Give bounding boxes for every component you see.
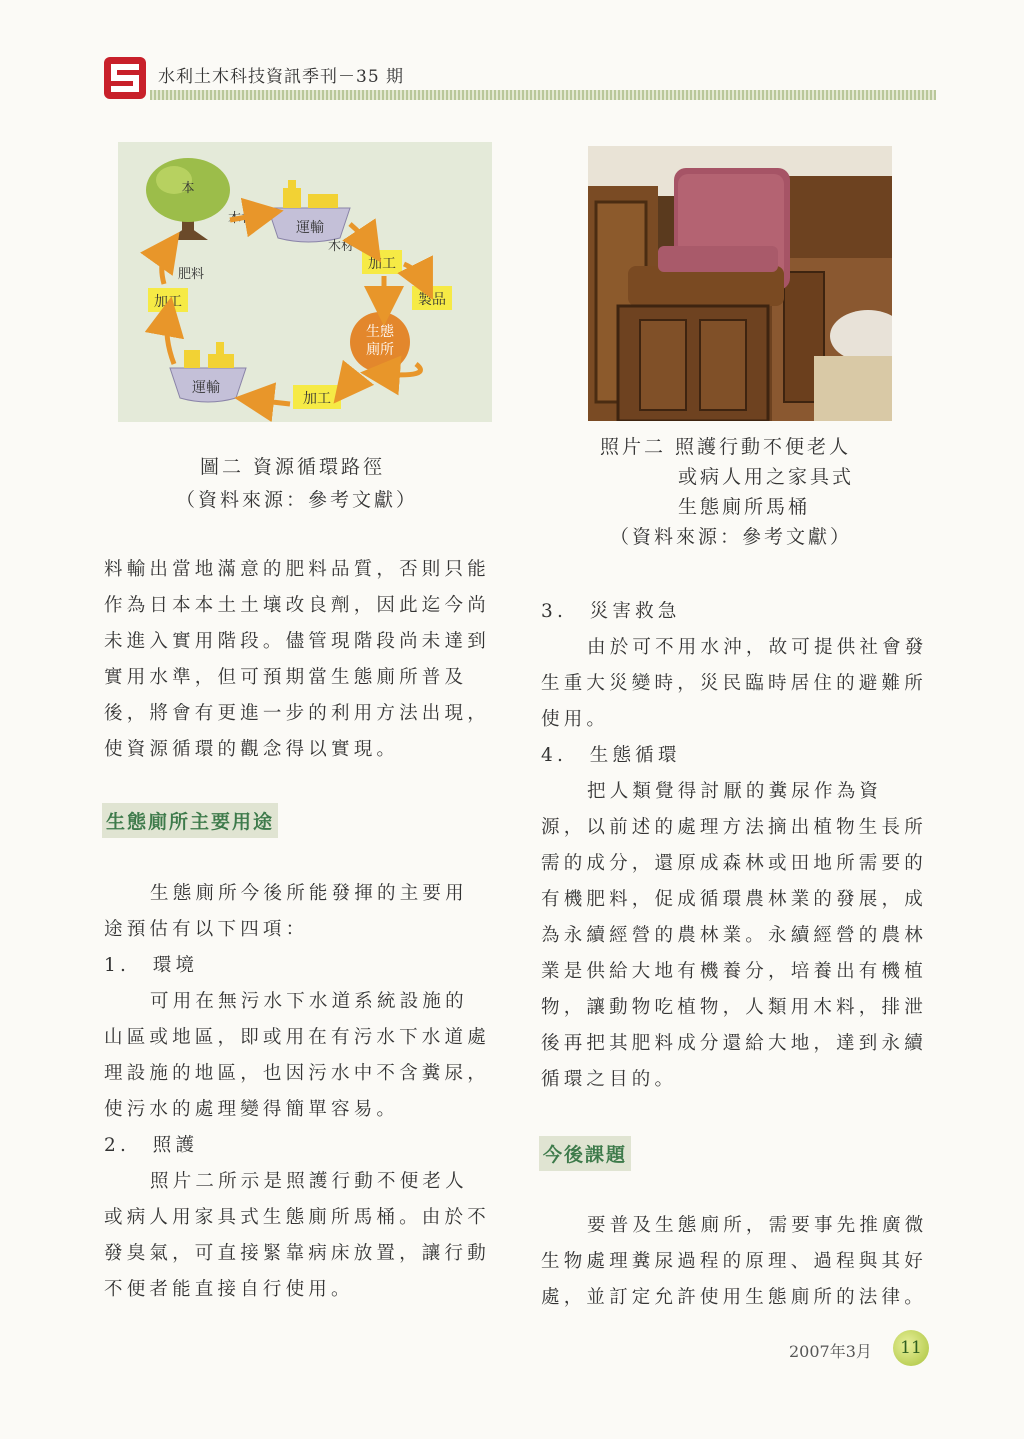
product-label: 製品: [418, 292, 446, 308]
text-line: 有機肥料，促成循環農林業的發展，成: [541, 889, 927, 910]
section-heading-future: 今後課題: [539, 1136, 631, 1171]
text-line: 使污水的處理變得簡單容易。: [104, 1099, 400, 1120]
transport-label-top: 運輸: [296, 220, 324, 236]
figure2-caption-source: （資料來源：參考文獻）: [176, 489, 419, 511]
text-line: 途預估有以下四項：: [104, 919, 309, 940]
left-paragraph-1: [104, 552, 490, 768]
text-line: 需的成分，還原成森林或田地所需要的: [541, 853, 927, 874]
text-line: 要普及生態廁所，需要事先推廣微: [587, 1215, 928, 1236]
photo2-caption-source: （資料來源：參考文獻）: [610, 526, 853, 548]
process-label-2: 加工: [303, 391, 331, 407]
text-line: 後再把其肥料成分還給大地，達到永續: [541, 1033, 927, 1054]
text-line: 生重大災變時，災民臨時居住的避難所: [541, 673, 927, 694]
transport-label-bottom: 運輸: [192, 380, 220, 396]
text-line: 理設施的地區，也因污水中不含糞尿，: [104, 1063, 490, 1084]
item3-title: 3. 災害救急: [541, 601, 681, 622]
wood-label-1: 木材: [228, 211, 255, 226]
text-line: 生物處理糞尿過程的原理、過程與其好: [541, 1251, 927, 1272]
text-line: 未進入實用階段。儘管現階段尚未達到: [104, 631, 490, 652]
text-line: 照片二所示是照護行動不便老人: [150, 1171, 468, 1192]
item4-title: 4. 生態循環: [541, 745, 681, 766]
process-label-3: 加工: [154, 294, 182, 310]
text-line: 不便者能直接自行使用。: [104, 1279, 354, 1300]
text-line: 料輸出當地滿意的肥料品質，否則只能: [104, 559, 490, 580]
header-rule: [150, 90, 936, 100]
text-line: 發臭氣，可直接緊靠病床放置，讓行動: [104, 1243, 490, 1264]
text-line: 使資源循環的觀念得以實現。: [104, 739, 400, 760]
wood-label-2: 木材: [328, 239, 355, 254]
page-number: 11: [900, 1338, 922, 1358]
photo2-caption-line1: 照片二 照護行動不便老人: [600, 436, 852, 458]
footer-date: 2007年3月: [789, 1342, 872, 1361]
figure2-caption-title: 圖二 資源循環路徑: [200, 456, 386, 478]
text-line: 源，以前述的處理方法摘出植物生長所: [541, 817, 927, 838]
journal-logo-icon: [104, 57, 146, 99]
text-line: 業是供給大地有機養分，培養出有機植: [541, 961, 927, 982]
text-line: 循環之目的。: [541, 1069, 678, 1090]
text-line: 使用。: [541, 709, 610, 730]
item1-title: 1. 環境: [104, 955, 199, 976]
section-heading-uses: 生態廁所主要用途: [102, 803, 278, 838]
left-intro: [104, 876, 490, 1308]
photo2-caption-line2: 或病人用之家具式: [678, 466, 855, 488]
right-column-items: [541, 594, 928, 1098]
photo2-caption-line3: 生態廁所馬桶: [678, 496, 811, 518]
text-line: 生態廁所今後所能發揮的主要用: [150, 883, 468, 904]
text-line: 為永續經營的農林業。永續經營的農林: [541, 925, 927, 946]
toilet-label-line2: 廁所: [366, 342, 394, 358]
text-line: 物，讓動物吃植物，人類用木料，排泄: [541, 997, 927, 1018]
text-line: 把人類覺得討厭的糞尿作為資: [587, 781, 883, 802]
text-line: 後，將會有更進一步的利用方法出現，: [104, 703, 490, 724]
furniture-toilet-photo: [588, 146, 892, 421]
text-line: 處，並訂定允許使用生態廁所的法律。: [541, 1287, 927, 1308]
item2-title: 2. 照護: [104, 1135, 199, 1156]
fertilizer-label: 肥料: [178, 267, 205, 282]
text-line: 山區或地區，即或用在有污水下水道處: [104, 1027, 490, 1048]
journal-title: 水利土木科技資訊季刊－35 期: [158, 67, 405, 87]
text-line: 由於可不用水沖，故可提供社會發: [587, 637, 928, 658]
toilet-label-line1: 生態: [366, 324, 394, 340]
text-line: 作為日本本土土壤改良劑，因此迄今尚: [104, 595, 490, 616]
right-closing: [541, 1208, 928, 1316]
resource-cycle-diagram: [118, 142, 492, 422]
text-line: 或病人用家具式生態廁所馬桶。由於不: [104, 1207, 490, 1228]
process-label-1: 加工: [368, 256, 396, 272]
tree-label: 本: [181, 181, 195, 196]
text-line: 可用在無污水下水道系統設施的: [150, 991, 468, 1012]
text-line: 實用水準，但可預期當生態廁所普及: [104, 667, 468, 688]
